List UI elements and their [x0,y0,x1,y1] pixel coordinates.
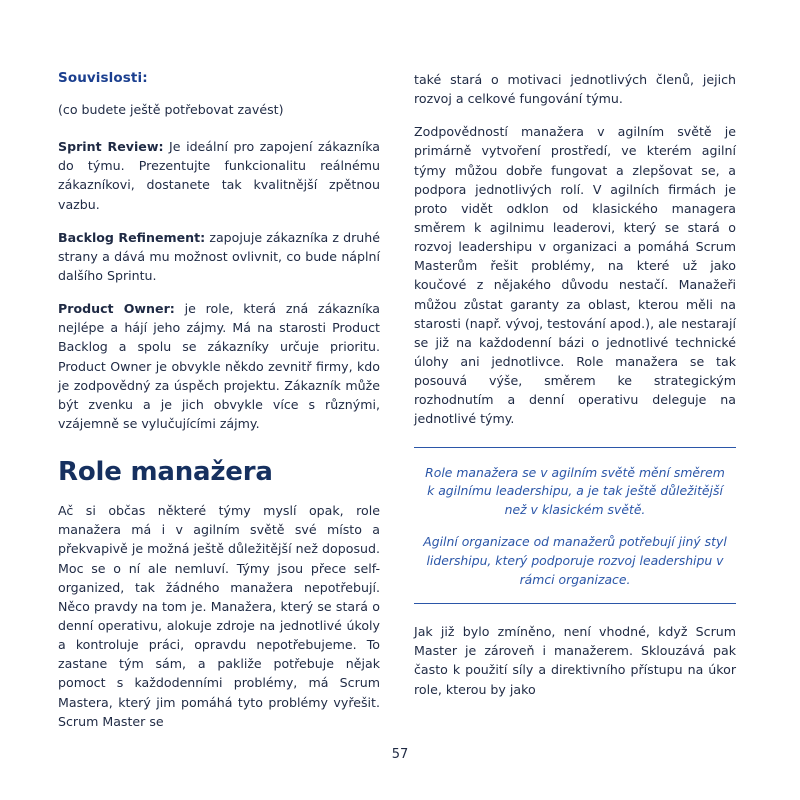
paragraph-lead: Product Owner: [58,301,175,317]
chapter-title: Role manažera [58,457,273,488]
paragraph-sprint-review [58,137,380,214]
paragraph-lead: Backlog Refinement: [58,229,206,245]
section-heading: Souvislosti: [58,70,148,86]
paragraph-body: Je ideální pro zapojení zákazníka do týmu. Prezentujte funkcionalitu reálnému zákazníkovi, dostanete tak kvalitnější zpětnou vazbu. [58,139,380,212]
paragraph-manager-responsibility: Zodpovědností manažera v agilním světě je primárně vytvoření prostředí, ve kterém agilní týmy můžou dobře fungovat a zlepšovat se, a podpora jednotlivých rolí. V agilních firmách je proto vidět odklon od klasického managera směrem k agilnimu leaderovi, který se stará o rozvoj leadershipu v organizaci a pomáhá Scrum Masterům řešit problémy, na které už jako koučové z nějakého důvodu nestačí. Manažeři můžou zůstat garanty za oblast, kterou měli na starosti (např. vývoj, testování apod.), ale nestarají se již na každodenní bázi o jednotlivé technické úlohy ani jednotlivce. Role manažera se tak posouvá výše, směrem ke strategickým rozhodnutím a denní operativu deleguje na jednotlivé týmy. [414,124,736,427]
paragraph-backlog-refinement [58,228,380,285]
section-note: (co budete ještě potřebovat zavést) [58,102,284,117]
paragraph-scrum-master-note: Jak již bylo zmíněno, není vhodné, když Scrum Master je zároveň i manažerem. Sklouzává pak často k použití síly a direktivního přístupu na úkor role, kterou by jako [414,624,736,697]
pull-quote-block [414,447,736,605]
paragraph-body: je role, která zná zákazníka nejlépe a hájí jeho zájmy. Má na starosti Product Backlog a spolu se zákazníky určuje prioritu. Product Owner je obvykle někdo zevnitř firmy, kdo je zodpovědný za úspěch projektu. Zákazník může být zvenku a je jich obvykle více s různými, vzájemně se vylučujícími zájmy. [58,301,380,431]
chapter-opening-paragraph: Ač si občas některé týmy myslí opak, role manažera má i v agilním světě své místo a překvapivě je možná ještě důležitější než doposud. Moc se o ní ale nemluví. Týmy jsou přece self-organized, tak žádného manažera nepotřebují. Něco pravdy na tom je. Manažera, který se stará o denní operativu, alokuje zdroje na jednotlivé úkoly a kontroluje práci, opravdu nepotřebujeme. To zastane tým sám, a pakliže potřebuje nějak pomoct s každodenními problémy, má Scrum Mastera, který jim pomáhá tyto problémy vyřešit. Scrum Master se [58,503,380,729]
page-number: 57 [391,747,409,762]
paragraph-continuation: také stará o motivaci jednotlivých členů, jejich rozvoj a celkové fungování týmu. [414,72,736,107]
left-column [58,70,381,729]
pull-quote-1: Role manažera se v agilním světě mění směrem k agilnímu leadershipu, a je tak ještě důležitější než v klasickém světě. [425,464,725,517]
pull-quote-2: Agilní organizace od manažerů potřebují jiný styl lidershipu, který podporuje rozvoj leadershipu v rámci organizace. [423,534,727,587]
paragraph-lead: Sprint Review: [58,139,164,155]
paragraph-product-owner [58,299,380,433]
two-column-layout [58,70,742,729]
right-column [414,70,736,720]
paragraph-body: zapojuje zákazníka z druhé strany a dává mu možnost ovlivnit, co bude náplní dalšího Sprintu. [58,229,381,283]
